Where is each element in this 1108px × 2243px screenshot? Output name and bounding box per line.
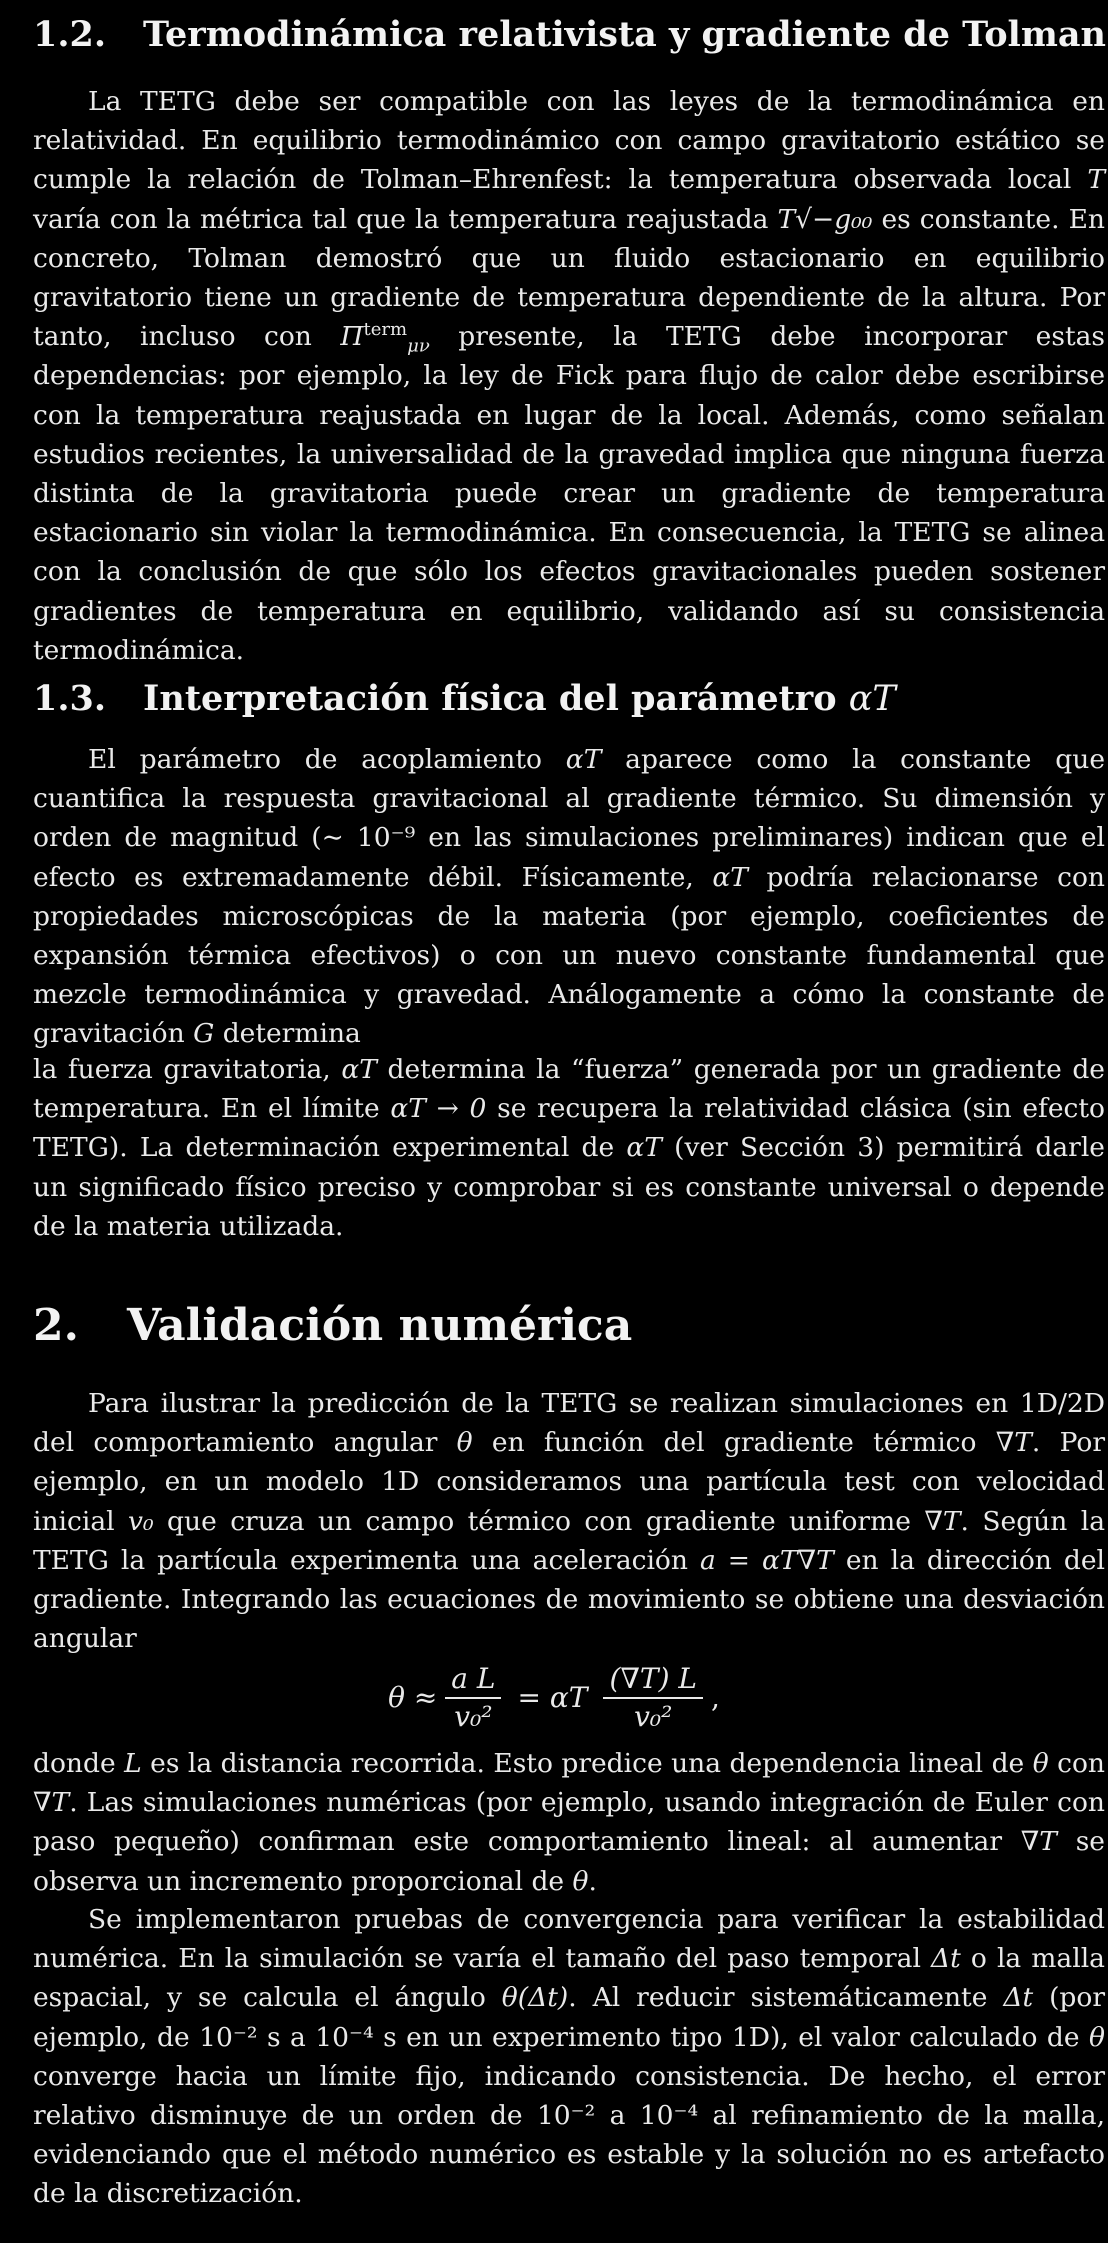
eq-lhs: θ ≈ (388, 1680, 438, 1714)
eq-fraction-1 (445, 1661, 501, 1735)
paragraph-linear-dependence: donde L es la distancia recorrida. Esto predice una dependencia lineal de θ con ∇T. Las simulaciones numéricas (por ejemplo, usando integración de Euler con paso pequeño) confirman este comportamiento lineal: al aumentar ∇T se observa un incremento proporcional de θ. (33, 1748, 1105, 1897)
section-title-math: αT (848, 679, 896, 719)
eq-tail: , (711, 1680, 720, 1714)
paragraph-simulation: Para ilustrar la predicción de la TETG se realizan simulaciones en 1D/2D del comportamiento angular θ en función del gradiente térmico ∇T. Por ejemplo, en un modelo 1D consideramos una partícula test con velocidad inicial v₀ que cruza un campo térmico con gradiente uniforme ∇T. Según la TETG la partícula experimenta una aceleración a = αT∇T en la dirección del gradiente. Integrando las ecuaciones de movimiento se obtiene una desviación angular (33, 1388, 1106, 1655)
section-title: Validación numérica (127, 1300, 633, 1351)
paragraph-alpha-t: El parámetro de acoplamiento αT aparece como la constante que cuantifica la respuesta gravitacional al gradiente térmico. Su dimensión y orden de magnitud (∼ 10⁻⁹ en las simulaciones preliminares) indican que el efecto es extremadamente débil. Físicamente, αT podría relacionarse con propiedades microscópicas de la materia (por ejemplo, coeficientes de expansión térmica efectivos) o con un nuevo constante fundamental que mezcle termodinámica y gravedad. Análogamente a cómo la constante de gravitación G determina (33, 744, 1106, 1050)
eq-numerator-2: (∇T) L (603, 1661, 703, 1699)
section-heading-2 (33, 1300, 632, 1352)
section-heading-1-3 (33, 678, 896, 720)
section-number: 2. (33, 1300, 79, 1351)
eq-numerator-1: a L (445, 1661, 501, 1699)
eq-fraction-2 (603, 1661, 703, 1735)
section-title: Interpretación física del parámetro (143, 678, 849, 719)
eq-denominator-1: v₀² (454, 1699, 493, 1733)
paragraph-tolman: La TETG debe ser compatible con las leyes de la termodinámica en relatividad. En equilibrio termodinámico con campo gravitatorio estático se cumple la relación de Tolman–Ehrenfest: la temperatura observada local T varía con la métrica tal que la temperatura reajustada T√−g₀₀ es constante. En concreto, Tolman demostró que un fluido estacionario en equilibrio gravitatorio tiene un gradiente de temperatura dependiente de la altura. Por tanto, incluso con $\Pi^{term}_{\mu\nu}$ presente, la TETG debe incorporar estas dependencias: por ejemplo, la ley de Fick para flujo de calor debe escribirse con la temperatura reajustada en lugar de la local. Además, como señalan estudios recientes, la universalidad de la gravedad implica que ninguna fuerza distinta de la gravitatoria puede crear un gradiente de temperatura estacionario sin violar la termodinámica. En consecuencia, la TETG se alinea con la conclusión de que sólo los efectos gravitacionales pueden sostener gradientes de temperatura en equilibrio, validando así su consistencia termodinámica. (33, 86, 1105, 666)
section-number: 1.3. (33, 678, 107, 719)
section-title: Termodinámica relativista y gradiente de Tolman (143, 14, 1106, 55)
paragraph-convergence: Se implementaron pruebas de convergencia para verificar la estabilidad numérica. En la simulación se varía el tamaño del paso temporal Δt o la malla espacial, y se calcula el ángulo θ(Δt). Al reducir sistemáticamente Δt (por ejemplo, de 10⁻² s a 10⁻⁴ s en un experimento tipo 1D), el valor calculado de θ converge hacia un límite fijo, indicando consistencia. De hecho, el error relativo disminuye de un orden de 10⁻² a 10⁻⁴ al refinamiento de la malla, evidenciando que el método numérico es estable y la solución no es artefacto de la discretización. (33, 1904, 1105, 2210)
equation-angular-deviation (0, 1650, 1108, 1745)
eq-denominator-2: v₀² (634, 1699, 673, 1733)
section-number: 1.2. (33, 14, 107, 55)
paragraph-alpha-t-continued: la fuerza gravitatoria, αT determina la “fuerza” generada por un gradiente de temperatura. En el límite αT → 0 se recupera la relatividad clásica (sin efecto TETG). La determinación experimental de αT (ver Sección 3) permitirá darle un significado físico preciso y comprobar si es constante universal o depende de la materia utilizada. (33, 1054, 1105, 1242)
section-heading-1-2 (33, 14, 1106, 56)
eq-middle: = αT (517, 1680, 588, 1714)
